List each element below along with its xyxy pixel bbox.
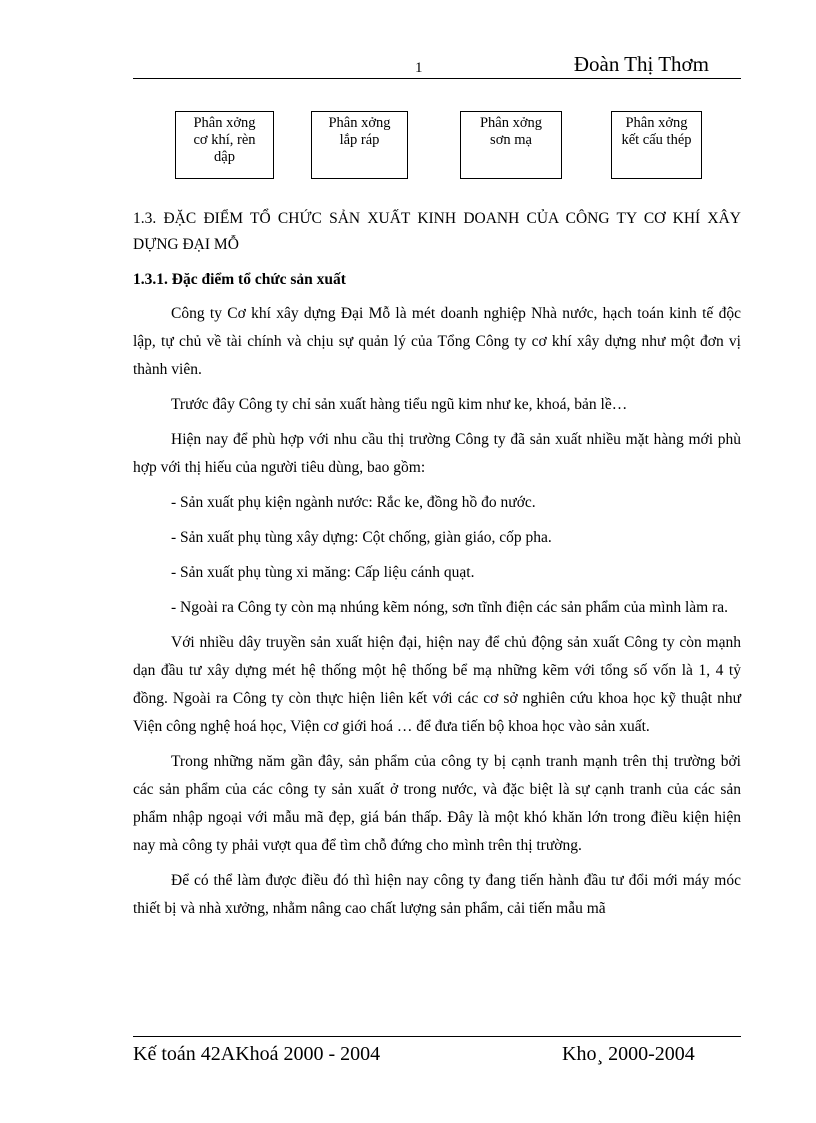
page-number: 1: [415, 60, 423, 76]
list-item: - Sản xuất phụ tùng xi măng: Cấp liệu cánh quạt.: [171, 564, 475, 581]
list-item: - Ngoài ra Công ty còn mạ nhúng kẽm nóng, sơn tĩnh điện các sản phẩm của mình làm ra.: [171, 599, 729, 616]
org-box-steel-structure-workshop: Phân xởng kết cấu thép: [611, 111, 702, 179]
paragraph: Công ty Cơ khí xây dựng Đại Mỗ là mét doanh nghiệp Nhà nước, hạch toán kinh tế độc lập, tự chủ về tài chính và chịu sự quản lý của Tổng Công ty cơ khí xây dựng như một đơn vị thành viên.: [133, 305, 741, 378]
page-footer: [133, 1036, 741, 1065]
org-box-mechanical-workshop: Phân xởng cơ khí, rèn dập: [175, 111, 274, 179]
page-header: [133, 50, 741, 79]
footer-years: Kho¸ 2000-2004: [562, 1043, 695, 1065]
paragraph: Để có thể làm được điều đó thì hiện nay công ty đang tiến hành đầu tư đổi mới máy móc thiết bị và nhà xưởng, nhằm nâng cao chất lượng sản phẩm, cải tiến mẫu mã: [133, 872, 741, 917]
paragraph: Trước đây Công ty chỉ sản xuất hàng tiểu ngũ kim như ke, khoá, bản lề…: [171, 396, 628, 413]
document-body: [133, 206, 741, 923]
paragraph: Với nhiều dây truyền sản xuất hiện đại, hiện nay để chủ động sản xuất Công ty còn mạnh dạn đầu tư xây dựng mét hệ thống một hệ thống bể mạ những kẽm với tổng số vốn là 1, 4 tỷ đồng. Ngoài ra Công ty còn thực hiện liên kết với các cơ sở nghiên cứu khoa học kỹ thuật như Viện công nghệ hoá học, Viện cơ giới hoá … để đưa tiến bộ khoa học vào sản xuất.: [133, 634, 741, 735]
paragraph: Trong những năm gần đây, sản phẩm của công ty bị cạnh tranh mạnh trên thị trường bởi các sản phẩm của các công ty sản xuất ở trong nước, và đặc biệt là sự cạnh tranh của các sản phẩm nhập ngoại với mẫu mã đẹp, giá bán thấp. Đây là một khó khăn lớn trong điều kiện hiện nay mà công ty phải vượt qua để tìm chỗ đứng cho mình trên thị trường.: [133, 753, 741, 854]
footer-course: Kế toán 42AKhoá 2000 - 2004: [133, 1043, 381, 1065]
section-title: 1.3. ĐẶC ĐIỂM TỔ CHỨC SẢN XUẤT KINH DOANH CỦA CÔNG TY CƠ KHÍ XÂY DỰNG ĐẠI MỖ: [133, 210, 741, 253]
paragraph: Hiện nay để phù hợp với nhu cầu thị trường Công ty đã sản xuất nhiều mặt hàng mới phù hợp với thị hiếu của người tiêu dùng, bao gồm:: [133, 431, 741, 476]
subsection-title: 1.3.1. Đặc điểm tổ chức sản xuất: [133, 271, 346, 288]
author-name: Đoàn Thị Thơm: [573, 52, 709, 76]
org-box-painting-workshop: Phân xởng sơn mạ: [460, 111, 562, 179]
list-item: - Sản xuất phụ tùng xây dựng: Cột chống, giàn giáo, cốp pha.: [171, 529, 552, 546]
org-box-assembly-workshop: Phân xởng lắp ráp: [311, 111, 408, 179]
list-item: - Sản xuất phụ kiện ngành nước: Rắc ke, đồng hồ đo nước.: [171, 494, 536, 511]
